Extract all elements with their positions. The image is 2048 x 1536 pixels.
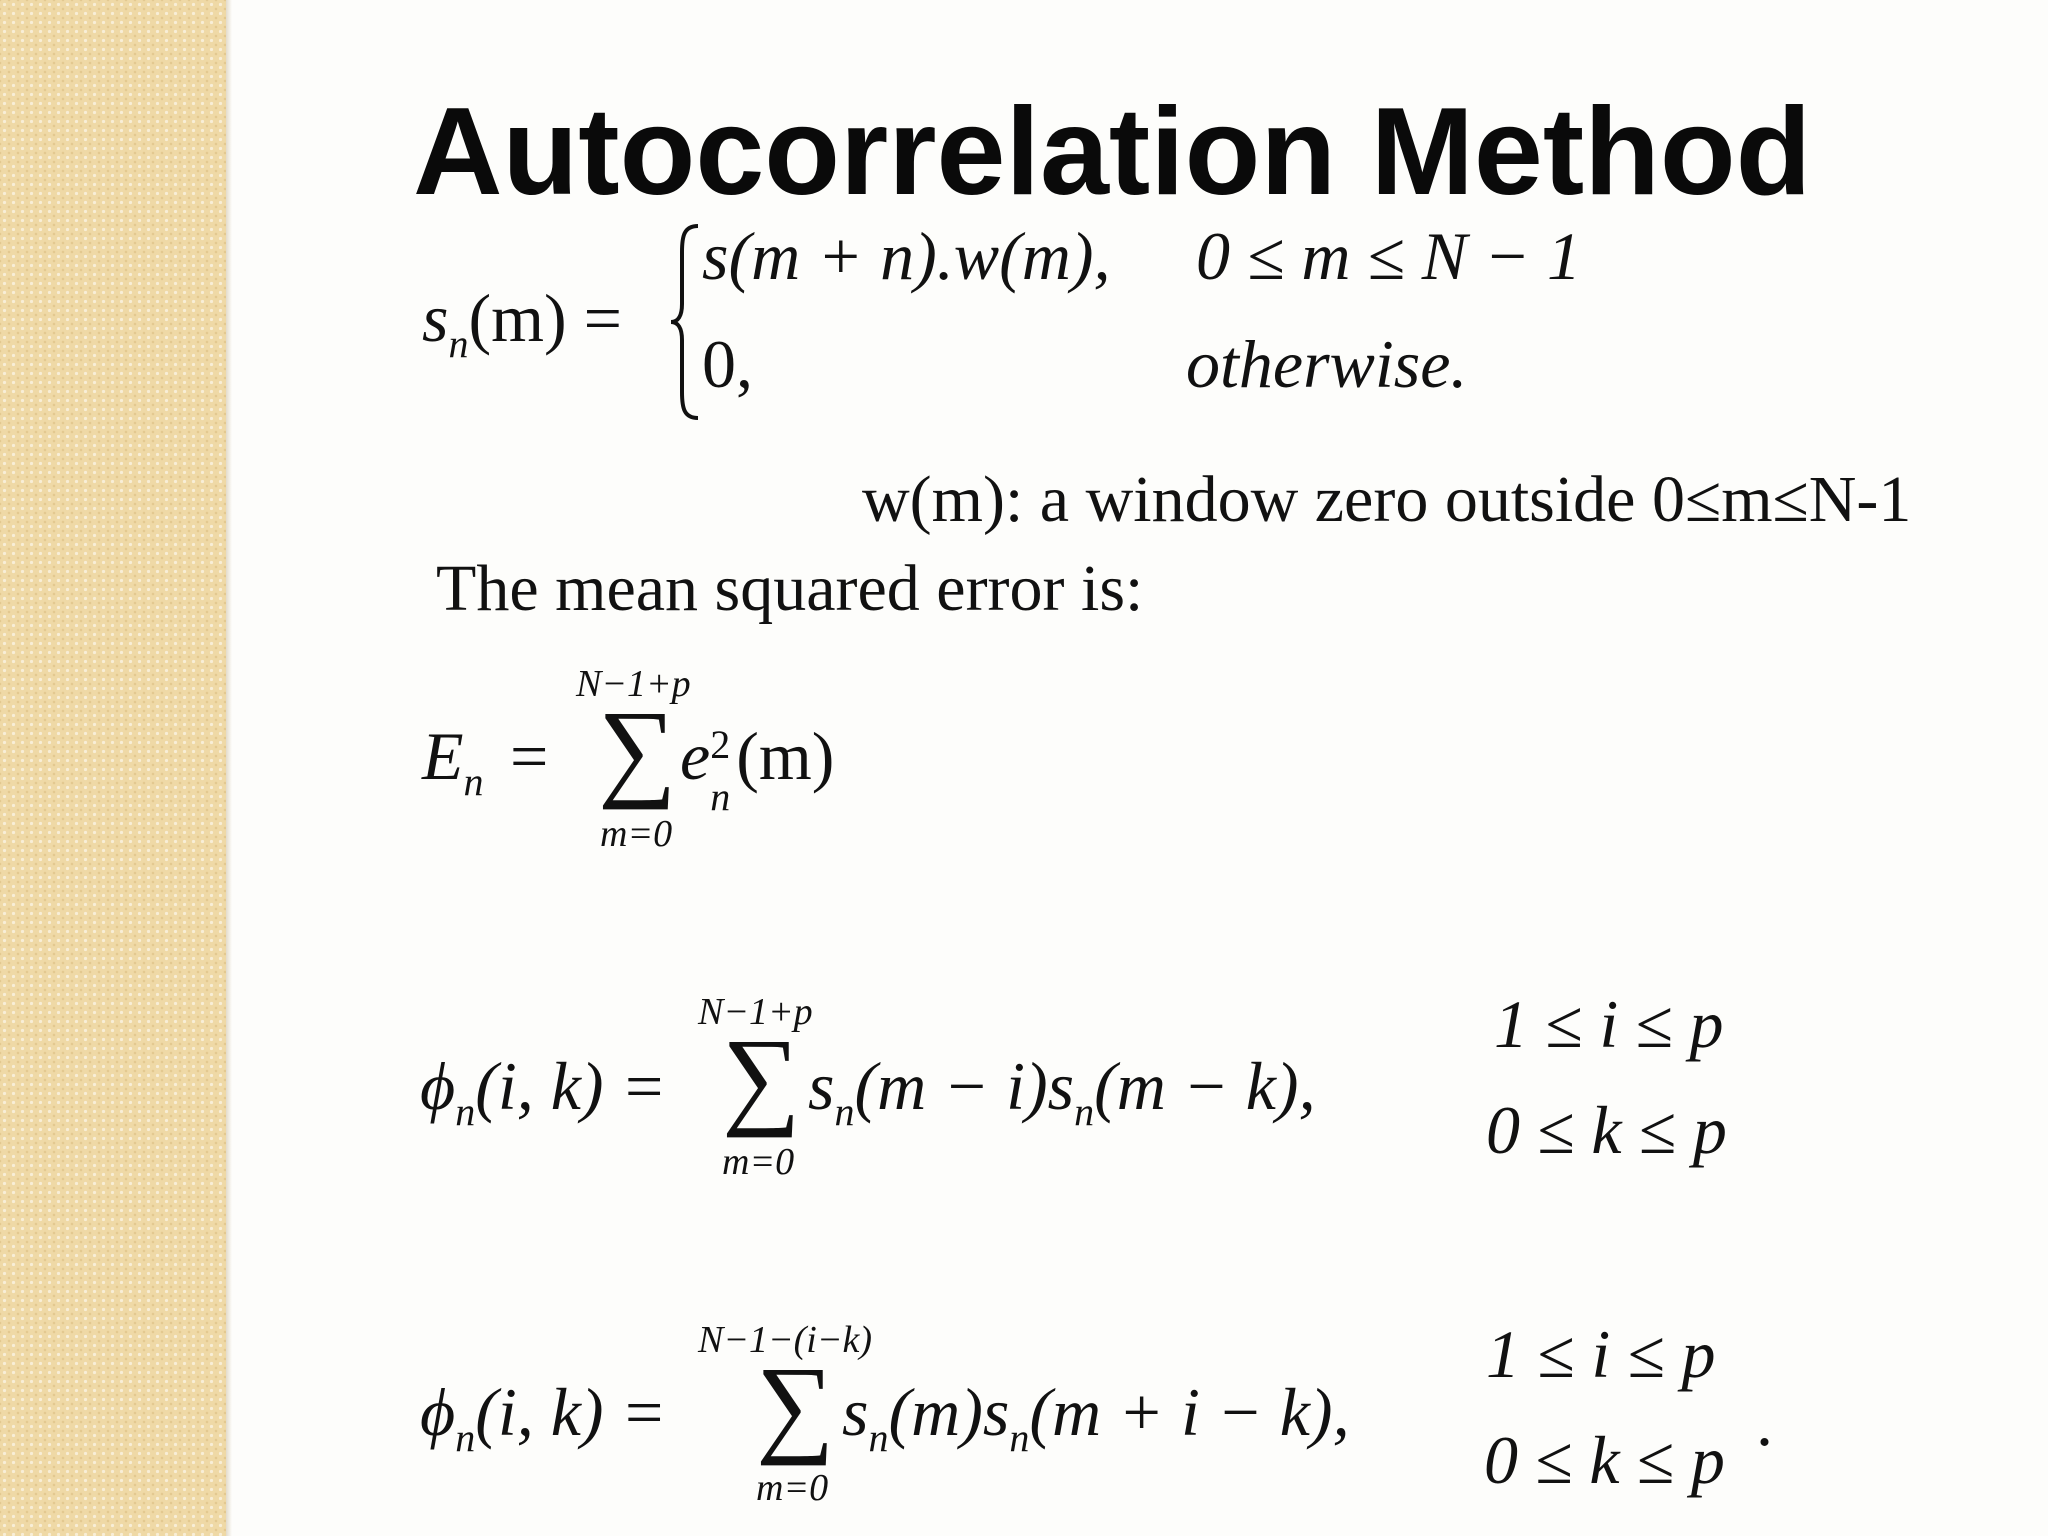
eq1-case2-expression: 0, <box>702 326 753 402</box>
summation-icon: ∑ <box>722 1016 801 1138</box>
eq2-equals: = <box>510 718 549 794</box>
slide-title: Autocorrelation Method <box>413 83 1812 221</box>
eq4-summand: $s_n(m)s_n(m + i - k)$, <box>842 1374 1350 1460</box>
decorative-side-band <box>0 0 226 1536</box>
eq1-case1-expression: s(m + n).w(m), <box>702 218 1111 294</box>
side-band-shadow <box>226 0 232 1536</box>
eq1-case2-condition: otherwise. <box>1186 326 1468 402</box>
eq3-condition-k: 0 ≤ k ≤ p <box>1486 1092 1727 1168</box>
left-brace-icon <box>668 222 704 422</box>
mse-label: The mean squared error is: <box>436 552 1144 625</box>
eq4-condition-k: 0 ≤ k ≤ p <box>1484 1422 1725 1498</box>
eq4-upper-limit: N−1−(i−k) <box>698 1319 873 1361</box>
eq4-trailing-dot: . <box>1756 1384 1773 1460</box>
eq3-lhs: $\phi_n(i$, k) = <box>420 1048 667 1134</box>
eq1-lhs: $s_n(m)$ = <box>422 280 622 366</box>
eq1-case1-condition: 0 ≤ m ≤ N − 1 <box>1196 218 1581 294</box>
eq4-lower-limit: m=0 <box>756 1467 829 1509</box>
eq2-lower-limit: m=0 <box>600 813 673 855</box>
eq3-summand: $s_n(m - i)s_n(m - k)$, <box>808 1048 1316 1134</box>
eq3-upper-limit: N−1+p <box>698 991 813 1033</box>
eq2-term: e 2 n (m) <box>680 718 835 819</box>
summation-icon: ∑ <box>756 1344 835 1466</box>
eq3-condition-i: 1 ≤ i ≤ p <box>1494 986 1724 1062</box>
eq4-condition-i: 1 ≤ i ≤ p <box>1486 1316 1716 1392</box>
eq3-lower-limit: m=0 <box>722 1141 795 1183</box>
window-note: w(m): a window zero outside 0≤m≤N-1 <box>862 463 1912 536</box>
eq2-upper-limit: N−1+p <box>576 663 691 705</box>
summation-icon: ∑ <box>598 688 677 810</box>
eq2-lhs: $E_n$ <box>422 718 484 804</box>
eq4-lhs: $\phi_n(i$, k) = <box>420 1374 667 1460</box>
